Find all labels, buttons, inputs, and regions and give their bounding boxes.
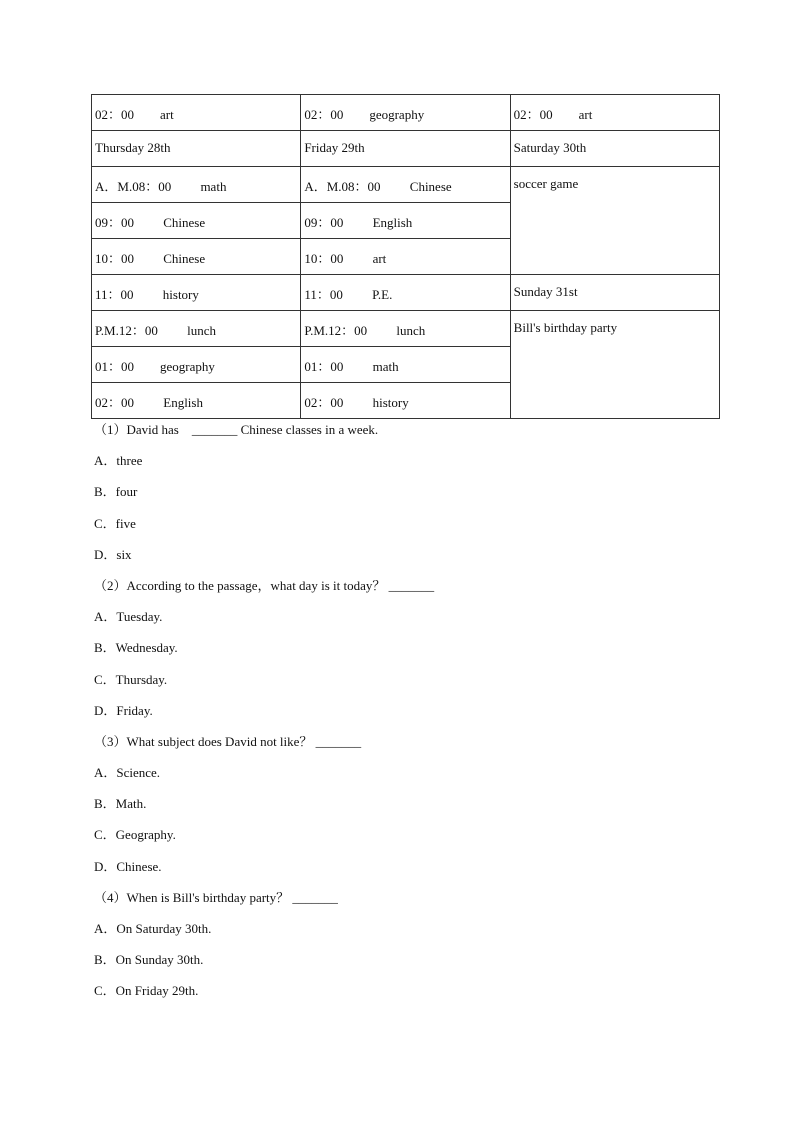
table-cell: 09：00 Chinese <box>92 203 301 239</box>
question-stem: （2）According to the passage，what day is it today？ _______ <box>94 577 435 593</box>
table-cell: 01：00 geography <box>92 347 301 383</box>
table-row <box>92 275 720 311</box>
table-cell: 09：00 English <box>301 203 510 239</box>
question-stem: （1）David has _______ Chinese classes in a week. <box>94 422 379 437</box>
table-cell: 10：00 art <box>301 239 510 275</box>
day-heading-cell: Friday 29th <box>301 131 510 167</box>
answer-option: D．six <box>94 546 132 562</box>
answer-option: B．On Sunday 30th. <box>94 952 204 968</box>
day-heading-cell: Saturday 30th <box>510 131 719 167</box>
answer-option: C．Geography. <box>94 827 176 843</box>
answer-option: D．Chinese. <box>94 858 162 874</box>
answer-option: A．Tuesday. <box>94 609 163 625</box>
table-cell: 01：00 math <box>301 347 510 383</box>
table-cell: 11：00 history <box>92 275 301 311</box>
table-row <box>92 167 720 203</box>
answer-option: C．Thursday. <box>94 671 168 687</box>
question-stem: （4）When is Bill's birthday party？ _______ <box>94 889 338 905</box>
answer-option: D．Friday. <box>94 702 153 718</box>
table-cell: P.M.12：00 lunch <box>301 311 510 347</box>
table-cell: A．M.08：00 Chinese <box>301 167 510 203</box>
day-heading-cell: Sunday 31st <box>510 275 719 311</box>
answer-option: C．On Friday 29th. <box>94 983 199 999</box>
day-heading-cell: Thursday 28th <box>92 131 301 167</box>
answer-option: A．Science. <box>94 765 161 781</box>
table-cell: 10：00 Chinese <box>92 239 301 275</box>
answer-option: B．four <box>94 484 138 500</box>
answer-option: B．Wednesday. <box>94 640 178 656</box>
answer-option: A．three <box>94 453 143 469</box>
table-cell: A．M.08：00 math <box>92 167 301 203</box>
table-row <box>92 95 720 131</box>
table-row <box>92 131 720 167</box>
table-cell: soccer game <box>510 167 719 275</box>
schedule-table <box>91 94 720 419</box>
answer-option: A．On Saturday 30th. <box>94 921 212 936</box>
table-cell: 02：00 history <box>301 383 510 419</box>
table-cell: Bill's birthday party <box>510 311 719 419</box>
question-list <box>94 421 724 1014</box>
answer-option: C．five <box>94 515 136 531</box>
table-cell: 02：00 geography <box>301 95 510 131</box>
answer-option: B．Math. <box>94 796 147 812</box>
table-cell: 02：00 English <box>92 383 301 419</box>
table-cell: 11：00 P.E. <box>301 275 510 311</box>
table-cell: 02：00 art <box>510 95 719 131</box>
question-stem: （3）What subject does David not like？ _______ <box>94 733 362 749</box>
table-cell: 02：00 art <box>92 95 301 131</box>
table-cell: P.M.12：00 lunch <box>92 311 301 347</box>
table-row <box>92 311 720 347</box>
